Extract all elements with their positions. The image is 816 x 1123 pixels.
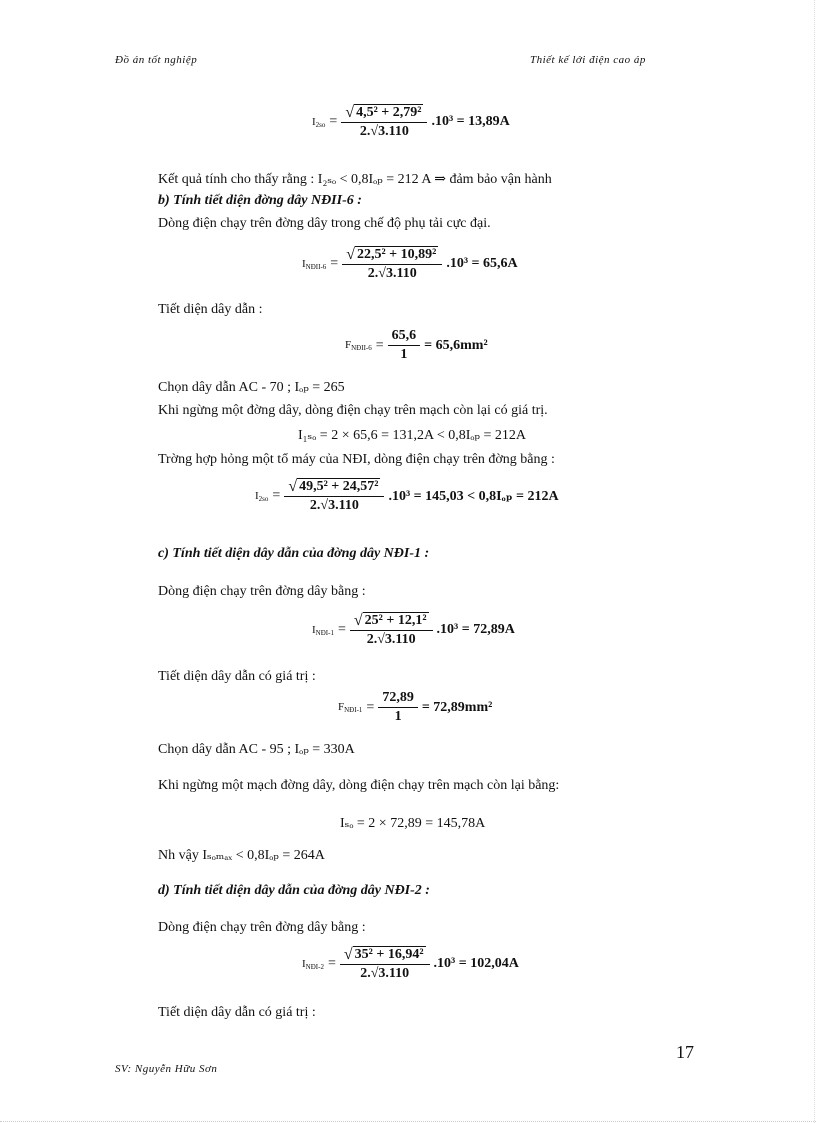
section-heading-d: d) Tính tiết diện dây dẫn của đờng dây NĐI-2 : — [158, 883, 430, 898]
equation-fnd1-1: $F_{NĐI-1}$ = $\frac{72,89}{1}$ = 72,89mm² — [338, 690, 493, 724]
text-line: Chọn dây dẫn AC - 95 ; Iₒₚ = 330A — [158, 742, 355, 757]
footer-author: SV: Nguyễn Hữu Sơn — [115, 1063, 218, 1075]
text-line: Nh vậy Iₛₒₘₐₓ < 0,8Iₒₚ = 264A — [158, 848, 325, 863]
equation-ind1-2: $I_{NĐI-2}$ = √ 35² + 16,94² 2.√3.110 .10³ = 102,04A — [302, 946, 519, 981]
text-line: Tiết diện dây dẫn : — [158, 302, 263, 317]
header-left: Đồ án tốt nghiệp — [115, 54, 198, 66]
text-line: Tiết diện dây dẫn có giá trị : — [158, 669, 316, 684]
eq-sign: = — [329, 114, 338, 129]
eq-lhs: $I_{2so}$ — [312, 115, 326, 129]
text-line: Dòng điện chạy trên đờng dây trong chế độ phụ tải cực đại. — [158, 216, 491, 231]
text-line: Trờng hợp hỏng một tổ máy của NĐI, dòng điện chạy trên đờng bằng : — [158, 452, 555, 467]
equation-ind1-1: $I_{NĐI-1}$ = √ 25² + 12,1² 2.√3.110 .10³ = 72,89A — [312, 612, 515, 647]
page-edge-bottom — [0, 1121, 816, 1122]
equation-i2so — [312, 104, 510, 140]
eq-result: .10³ = 13,89A — [431, 114, 510, 129]
eq-fraction: √ 4,5² + 2,79² 2.√3.110 — [341, 104, 427, 140]
text-line: Dòng điện chạy trên đờng dây bằng : — [158, 920, 366, 935]
text-line: Khi ngừng một mạch đờng dây, dòng điện chạy trên mạch còn lại bằng: — [158, 778, 560, 793]
text-line: Dòng điện chạy trên đờng dây bằng : — [158, 584, 366, 599]
text-line: Iₛₒ = 2 × 72,89 = 145,78A — [340, 816, 486, 831]
section-heading-c: c) Tính tiết diện dây dẫn của đờng dây NĐI-1 : — [158, 546, 430, 561]
text-line: Tiết diện dây dẫn có giá trị : — [158, 1005, 316, 1020]
equation-i2so-fault: $I_{2so}$ = √ 49,5² + 24,57² 2.√3.110 .10³ = 145,03 < 0,8Iₒₚ = 212A — [255, 478, 559, 513]
text-line: Chọn dây dẫn AC - 70 ; Iₒₚ = 265 — [158, 380, 345, 395]
text-line: Khi ngừng một đờng dây, dòng điện chạy trên mạch còn lại có giá trị. — [158, 403, 548, 418]
header-right: Thiết kế lới điện cao áp — [530, 54, 646, 66]
equation-fnd2-6: $F_{NĐII-6}$ = $\frac{65,6}{1}$ = 65,6mm² — [345, 328, 488, 362]
result-line: Kết quả tính cho thấy rằng : I₂ₛₒ < 0,8Iₒₚ = 212 A ⇒ đảm bảo vận hành — [158, 172, 552, 187]
page-number: 17 — [676, 1042, 694, 1062]
page-edge-right — [814, 0, 815, 1123]
text-line: I₁ₛₒ = 2 × 65,6 = 131,2A < 0,8Iₒₚ = 212A — [298, 428, 527, 443]
section-heading-b: b) Tính tiết diện đờng dây NĐII-6 : — [158, 193, 362, 208]
equation-ind2-6: $I_{NĐII-6}$ = √ 22,5² + 10,89² 2.√3.110 .10³ = 65,6A — [302, 246, 518, 281]
